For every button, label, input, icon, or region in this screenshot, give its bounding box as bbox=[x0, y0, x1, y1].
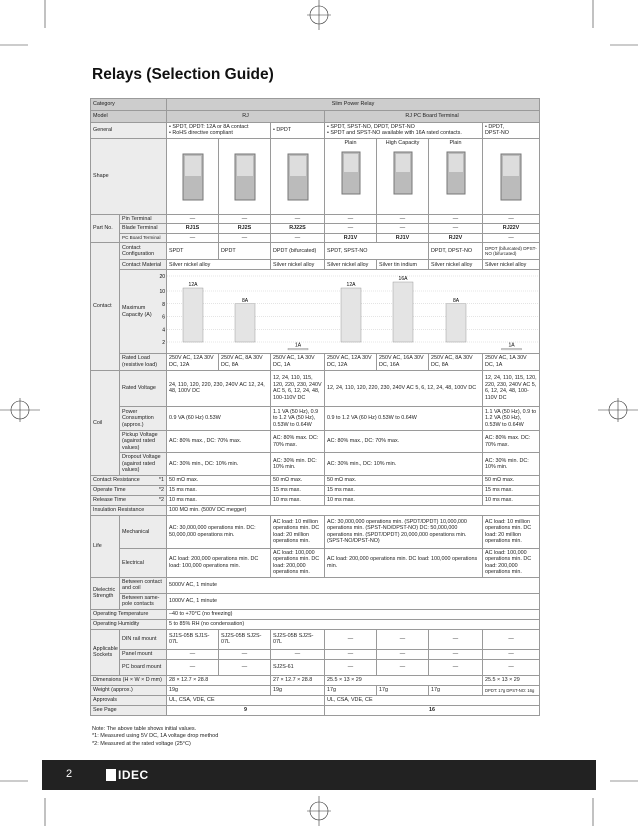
pcb-mount-value: — bbox=[483, 659, 540, 675]
general-rjpc-b bbox=[483, 123, 540, 139]
row-insulation bbox=[91, 505, 540, 515]
shape-rj1v-high bbox=[377, 138, 429, 214]
panel-label: Panel mount bbox=[120, 649, 167, 659]
blade-label: Blade Terminal bbox=[120, 224, 167, 233]
material-value: Silver tin indium bbox=[377, 260, 429, 270]
blade-value: — bbox=[325, 224, 377, 233]
relay-image-icon bbox=[278, 146, 318, 206]
operate-time-text: Operate Time bbox=[93, 487, 126, 494]
op-temp-value: –40 to +70°C (no freezing) bbox=[167, 609, 540, 619]
dropout-label: Dropout Voltage (against rated values) bbox=[120, 453, 167, 475]
approvals-value: UL, CSA, VDE, CE bbox=[167, 695, 325, 705]
pcb-value: — bbox=[219, 233, 271, 242]
category-value: Slim Power Relay bbox=[167, 99, 540, 111]
release-time-value: 10 ms max. bbox=[167, 495, 271, 505]
contact-resistance-text: Contact Resistance bbox=[93, 477, 140, 484]
shape-rj1s bbox=[167, 138, 219, 214]
category-label: Category bbox=[91, 99, 167, 111]
pickup-value: AC: 80% max. DC: 70% max. bbox=[483, 430, 540, 452]
y-tick-label: 10 bbox=[159, 289, 165, 296]
rated-voltage-value: 24, 110, 120, 220, 230, 240V AC 12, 24, 48, 100V DC bbox=[167, 370, 271, 406]
pin-value: — bbox=[377, 214, 429, 223]
contact-resistance-value: 50 mΩ max. bbox=[271, 475, 325, 485]
config-value: SPDT, SPST-NO bbox=[325, 243, 429, 260]
release-time-value: 10 ms max. bbox=[483, 495, 540, 505]
din-value: — bbox=[325, 629, 377, 649]
release-time-value: 10 ms max. bbox=[271, 495, 325, 505]
dimensions-label: Dimensions (H × W × D mm) bbox=[91, 675, 167, 685]
weight-value: 19g bbox=[167, 685, 271, 695]
row-approvals bbox=[91, 695, 540, 705]
shape-rj22v bbox=[483, 138, 540, 214]
corner-mark-tr bbox=[593, 0, 638, 45]
row-contact-config bbox=[91, 243, 540, 260]
pin-value: — bbox=[325, 214, 377, 223]
contact-label: Contact bbox=[91, 243, 120, 370]
approvals-label: Approvals bbox=[91, 695, 167, 705]
panel-value: — bbox=[377, 649, 429, 659]
model-rjpc: RJ PC Board Terminal bbox=[325, 111, 540, 123]
pcb-mount-value: — bbox=[325, 659, 377, 675]
mech-value: AC: 30,000,000 operations min. DC: 50,000,000 operations min. bbox=[167, 515, 271, 548]
panel-value: — bbox=[483, 649, 540, 659]
crop-mark-top bbox=[295, 0, 343, 30]
pcb-mount-value: — bbox=[429, 659, 483, 675]
rated-load-value: 250V AC, 8A 30V DC, 8A bbox=[429, 353, 483, 370]
corner-mark-br bbox=[593, 781, 638, 826]
y-tick-label: 8 bbox=[162, 302, 165, 309]
relay-image-icon bbox=[173, 146, 213, 206]
row-life-mech bbox=[91, 515, 540, 548]
coil-label: Coil bbox=[91, 370, 120, 475]
row-operate-time bbox=[91, 485, 540, 495]
row-category bbox=[91, 99, 540, 111]
operate-time-value: 15 ms max. bbox=[167, 485, 271, 495]
contact-resistance-value: 50 mΩ max. bbox=[483, 475, 540, 485]
shape-sub-plain: Plain bbox=[344, 139, 357, 146]
row-blade-terminal bbox=[91, 224, 540, 233]
dielectric-r2-label: Between same-pole contacts bbox=[120, 593, 167, 609]
weight-value: DPDT: 17g DPST-NO: 16g bbox=[483, 685, 540, 695]
din-value: SJ2S-05B SJ2S-07L bbox=[219, 629, 271, 649]
pcb-mount-value: — bbox=[219, 659, 271, 675]
max-capacity-chart bbox=[159, 270, 539, 350]
row-dimensions bbox=[91, 675, 540, 685]
see-page-label: See Page bbox=[91, 705, 167, 715]
insulation-label: Insulation Resistance bbox=[91, 505, 167, 515]
max-capacity-chart-cell bbox=[159, 270, 540, 353]
dielectric-r2-value: 1000V AC, 1 minute bbox=[167, 593, 540, 609]
general-rjpc-b-line2: DPST-NO bbox=[485, 130, 509, 137]
config-value: DPDT (bifurcated) DPST-NO (bifurcated) bbox=[483, 243, 540, 260]
row-dielectric-1 bbox=[91, 577, 540, 593]
rated-load-value: 250V AC, 1A 30V DC, 1A bbox=[483, 353, 540, 370]
general-label: General bbox=[91, 123, 167, 139]
pcb-label: PC Board Terminal bbox=[120, 233, 167, 242]
capacity-bar bbox=[502, 349, 522, 351]
contact-resistance-value: 50 mΩ max. bbox=[167, 475, 271, 485]
panel-value: — bbox=[167, 649, 219, 659]
weight-value: 17g bbox=[429, 685, 483, 695]
model-rj: RJ bbox=[167, 111, 325, 123]
capacity-bar bbox=[341, 288, 361, 342]
din-value: — bbox=[429, 629, 483, 649]
pickup-label: Pickup Voltage (against rated values) bbox=[120, 430, 167, 452]
note-line: *1: Measured using 5V DC, 1A voltage drop method bbox=[92, 733, 219, 740]
pcb-mount-label: PC board mount bbox=[120, 659, 167, 675]
capacity-bar bbox=[393, 282, 413, 342]
corner-mark-tl bbox=[0, 0, 45, 45]
general-rj-a-line1: • SPDT, DPDT: 12A or 8A contact bbox=[169, 124, 249, 130]
din-value: SJ2S-05B SJ2S-07L bbox=[271, 629, 325, 649]
bar-data-label: 8A bbox=[452, 298, 460, 305]
relay-image-icon bbox=[491, 146, 531, 206]
panel-value: — bbox=[429, 649, 483, 659]
pcb-mount-value: — bbox=[167, 659, 219, 675]
power-value: 0.9 VA (60 Hz) 0.53W bbox=[167, 406, 271, 430]
see-page-link[interactable]: 16 bbox=[325, 705, 540, 715]
shape-rj2v bbox=[429, 138, 483, 214]
pcb-mount-value: — bbox=[377, 659, 429, 675]
row-contact-material bbox=[91, 260, 540, 270]
elec-value: AC load: 200,000 operations min. DC load: 100,000 operations min. bbox=[167, 548, 271, 577]
bar-data-label: 16A bbox=[398, 276, 408, 283]
rated-voltage-label: Rated Voltage bbox=[120, 370, 167, 406]
weight-value: 17g bbox=[377, 685, 429, 695]
shape-rj22s bbox=[271, 138, 325, 214]
general-rj-a bbox=[167, 123, 271, 139]
crop-mark-right bbox=[598, 390, 638, 430]
pin-value: — bbox=[167, 214, 219, 223]
din-value: — bbox=[377, 629, 429, 649]
panel-value: — bbox=[219, 649, 271, 659]
pcb-value: RJ1V bbox=[325, 233, 377, 242]
y-tick-label: 6 bbox=[162, 314, 165, 321]
dimensions-value: 25.5 × 13 × 29 bbox=[325, 675, 483, 685]
power-value: 1.1 VA (50 Hz), 0.9 to 1.2 VA (50 Hz), 0.53W to 0.64W bbox=[271, 406, 325, 430]
corner-mark-bl bbox=[0, 781, 45, 826]
blade-value: RJ22S bbox=[271, 224, 325, 233]
rated-load-value: 250V AC, 12A 30V DC, 12A bbox=[325, 353, 377, 370]
relay-image-icon bbox=[333, 146, 369, 202]
blade-value: RJ1S bbox=[167, 224, 219, 233]
crop-mark-bottom bbox=[295, 796, 343, 826]
note-ref: *2 bbox=[158, 497, 164, 504]
bar-data-label: 1A bbox=[508, 342, 515, 349]
idec-logo bbox=[106, 768, 149, 782]
bar-data-label: 1A bbox=[294, 342, 302, 349]
shape-sub-high: High Capacity bbox=[385, 139, 420, 146]
config-value: SPDT bbox=[167, 243, 219, 260]
shape-label: Shape bbox=[91, 138, 167, 214]
general-rj-b: • DPDT bbox=[271, 123, 325, 139]
operate-time-label bbox=[91, 485, 167, 495]
row-life-elec bbox=[91, 548, 540, 577]
general-rjpc-b-line1: • DPDT, bbox=[485, 124, 504, 130]
row-power bbox=[91, 406, 540, 430]
material-label: Contact Material bbox=[120, 260, 167, 270]
blade-value: RJ2S bbox=[219, 224, 271, 233]
weight-value: 19g bbox=[271, 685, 325, 695]
row-rated-load bbox=[91, 353, 540, 370]
config-value: DPDT bbox=[219, 243, 271, 260]
row-max-capacity bbox=[91, 270, 540, 353]
bar-data-label: 12A bbox=[188, 282, 198, 289]
selection-guide-table bbox=[90, 98, 540, 716]
note-ref: *1 bbox=[158, 477, 164, 484]
note-ref: *2 bbox=[158, 487, 164, 494]
pcb-value: RJ2V bbox=[429, 233, 483, 242]
mech-value: AC: 30,000,000 operations min. (SPDT/DPDT) 10,000,000 operations min. (SPST-NO/DPST-NO) DC: 50,000,000 operations min. (SPDT/DPDT) 20,000,000 operations min. (SPST-NO/DPST-NO) bbox=[325, 515, 483, 548]
row-socket-panel bbox=[91, 649, 540, 659]
shape-rj2s bbox=[219, 138, 271, 214]
operate-time-value: 15 ms max. bbox=[325, 485, 483, 495]
relay-image-icon bbox=[385, 146, 421, 202]
mech-value: AC load: 10 million operations min. DC load: 20 million operations min. bbox=[483, 515, 540, 548]
op-temp-label: Operating Temperature bbox=[91, 609, 167, 619]
rated-load-value: 250V AC, 16A 30V DC, 16A bbox=[377, 353, 429, 370]
rated-voltage-value: 12, 24, 110, 115, 120, 220, 230, 240V AC 5, 6, 12, 24, 48, 100-110V DC bbox=[271, 370, 325, 406]
material-value: Silver nickel alloy bbox=[429, 260, 483, 270]
elec-label: Electrical bbox=[120, 548, 167, 577]
release-time-value: 10 ms max. bbox=[325, 495, 483, 505]
dropout-value: AC: 30% min., DC: 10% min. bbox=[325, 453, 483, 475]
mech-value: AC load: 10 million operations min. DC load: 20 million operations min. bbox=[271, 515, 325, 548]
operate-time-value: 15 ms max. bbox=[271, 485, 325, 495]
y-tick-label: 20 bbox=[159, 274, 165, 281]
page-number: 2 bbox=[66, 768, 73, 780]
elec-value: AC load: 100,000 operations min. DC load: 200,000 operations min. bbox=[483, 548, 540, 577]
rated-load-value: 250V AC, 12A 30V DC, 12A bbox=[167, 353, 219, 370]
dimensions-value: 28 × 12.7 × 28.8 bbox=[167, 675, 271, 685]
rated-load-value: 250V AC, 8A 30V DC, 8A bbox=[219, 353, 271, 370]
operate-time-value: 15 ms max. bbox=[483, 485, 540, 495]
bar-data-label: 8A bbox=[241, 298, 249, 305]
blade-value: — bbox=[429, 224, 483, 233]
row-dropout bbox=[91, 453, 540, 475]
row-release-time bbox=[91, 495, 540, 505]
config-value: DPDT (bifurcated) bbox=[271, 243, 325, 260]
dielectric-label: Dielectric Strength bbox=[91, 577, 120, 609]
din-label: DIN rail mount bbox=[120, 629, 167, 649]
config-label: Contact Configuration bbox=[120, 243, 167, 260]
rated-voltage-value: 12, 24, 110, 120, 220, 230, 240V AC 5, 6, 12, 24, 48, 100V DC bbox=[325, 370, 483, 406]
partno-label: Part No. bbox=[91, 214, 120, 242]
row-contact-resistance bbox=[91, 475, 540, 485]
op-humidity-value: 5 to 85% RH (no condensation) bbox=[167, 619, 540, 629]
config-value: DPDT, DPST-NO bbox=[429, 243, 483, 260]
power-value: 0.9 to 1.2 VA (60 Hz) 0.53W to 0.64W bbox=[325, 406, 483, 430]
model-label: Model bbox=[91, 111, 167, 123]
sockets-label: Applicable Sockets bbox=[91, 629, 120, 675]
general-rjpc-a-line1: • SPDT, SPST-NO, DPDT, DPST-NO bbox=[327, 124, 415, 130]
pcb-value: — bbox=[271, 233, 325, 242]
row-rated-voltage bbox=[91, 370, 540, 406]
y-tick-label: 2 bbox=[162, 340, 165, 347]
logo-mark-icon bbox=[106, 769, 116, 781]
elec-value: AC load: 100,000 operations min. DC load: 200,000 operations min. bbox=[271, 548, 325, 577]
pin-value: — bbox=[429, 214, 483, 223]
general-rj-a-line2: • RoHS directive compliant bbox=[169, 130, 233, 137]
op-humidity-label: Operating Humidity bbox=[91, 619, 167, 629]
pin-value: — bbox=[483, 214, 540, 223]
row-weight bbox=[91, 685, 540, 695]
pcb-value: RJ1V bbox=[377, 233, 429, 242]
dielectric-r1-label: Between contact and coil bbox=[120, 577, 167, 593]
row-op-temp bbox=[91, 609, 540, 619]
material-value: Silver nickel alloy bbox=[325, 260, 377, 270]
general-rjpc-a bbox=[325, 123, 483, 139]
dimensions-value: 25.5 × 13 × 29 bbox=[483, 675, 540, 685]
shape-rj1v-plain bbox=[325, 138, 377, 214]
capacity-bar bbox=[446, 304, 466, 342]
rated-load-label: Rated Load (resistive load) bbox=[120, 353, 167, 370]
note-line: *2: Measured at the rated voltage (25°C) bbox=[92, 740, 191, 747]
row-socket-din bbox=[91, 629, 540, 649]
contact-resistance-label bbox=[91, 475, 167, 485]
capacity-bar bbox=[235, 304, 255, 342]
dropout-value: AC: 30% min., DC: 10% min. bbox=[167, 453, 271, 475]
row-pickup bbox=[91, 430, 540, 452]
rated-voltage-value: 12, 24, 110, 115, 120, 220, 230, 240V AC 5, 6, 12, 24, 48, 100-110V DC bbox=[483, 370, 540, 406]
row-pcb-terminal bbox=[91, 233, 540, 242]
note-line: Note: The above table shows initial values. bbox=[92, 726, 197, 732]
table-notes bbox=[92, 726, 218, 748]
row-see-page bbox=[91, 705, 540, 715]
weight-label: Weight (approx.) bbox=[91, 685, 167, 695]
release-time-label bbox=[91, 495, 167, 505]
pcb-value: — bbox=[483, 233, 540, 242]
insulation-value: 100 MΩ min. (500V DC megger) bbox=[167, 505, 540, 515]
dropout-value: AC: 30% min. DC: 10% min. bbox=[483, 453, 540, 475]
blade-value: — bbox=[377, 224, 429, 233]
page-title: Relays (Selection Guide) bbox=[92, 66, 274, 83]
pin-value: — bbox=[219, 214, 271, 223]
relay-image-icon bbox=[225, 146, 265, 206]
elec-value: AC load: 200,000 operations min. DC load: 100,000 operations min. bbox=[325, 548, 483, 577]
shape-sub-plain2: Plain bbox=[449, 139, 462, 146]
panel-value: — bbox=[271, 649, 325, 659]
row-dielectric-2 bbox=[91, 593, 540, 609]
contact-resistance-value: 50 mΩ max. bbox=[325, 475, 483, 485]
crop-mark-left bbox=[0, 390, 40, 430]
general-rjpc-a-line2: • SPDT and SPST-NO available with 16A rated contacts. bbox=[327, 130, 462, 137]
logo-text: IDEC bbox=[118, 768, 149, 782]
weight-value: 17g bbox=[325, 685, 377, 695]
row-model bbox=[91, 111, 540, 123]
approvals-value: UL, CSA, VDE, CE bbox=[325, 695, 540, 705]
panel-value: — bbox=[325, 649, 377, 659]
release-time-text: Release Time bbox=[93, 497, 126, 504]
rated-load-value: 250V AC, 1A 30V DC, 1A bbox=[271, 353, 325, 370]
see-page-link[interactable]: 9 bbox=[167, 705, 325, 715]
row-pin-terminal bbox=[91, 214, 540, 223]
y-tick-label: 4 bbox=[162, 327, 165, 334]
pcb-value: — bbox=[167, 233, 219, 242]
power-label: Power Consumption (approx.) bbox=[120, 406, 167, 430]
pickup-value: AC: 80% max., DC: 70% max. bbox=[325, 430, 483, 452]
row-shape bbox=[91, 138, 540, 214]
pickup-value: AC: 80% max. DC: 70% max. bbox=[271, 430, 325, 452]
pcb-mount-value: SJ2S-61 bbox=[271, 659, 325, 675]
dielectric-r1-value: 5000V AC, 1 minute bbox=[167, 577, 540, 593]
capacity-bar bbox=[183, 288, 203, 342]
dimensions-value: 27 × 12.7 × 28.8 bbox=[271, 675, 325, 685]
life-label: Life bbox=[91, 515, 120, 577]
max-capacity-label: Maximum Capacity (A) bbox=[120, 270, 167, 353]
material-value: Silver nickel alloy bbox=[483, 260, 540, 270]
blade-value: RJ22V bbox=[483, 224, 540, 233]
power-value: 1.1 VA (50 Hz), 0.9 to 1.2 VA (50 Hz), 0.53W to 0.64W bbox=[483, 406, 540, 430]
material-value: Silver nickel alloy bbox=[167, 260, 271, 270]
pin-value: — bbox=[271, 214, 325, 223]
row-op-humidity bbox=[91, 619, 540, 629]
din-value: SJ1S-05B SJ1S-07L bbox=[167, 629, 219, 649]
bar-data-label: 12A bbox=[346, 282, 356, 289]
din-value: — bbox=[483, 629, 540, 649]
material-value: Silver nickel alloy bbox=[271, 260, 325, 270]
relay-image-icon bbox=[438, 146, 474, 202]
row-general bbox=[91, 123, 540, 139]
dropout-value: AC: 30% min. DC: 10% min. bbox=[271, 453, 325, 475]
capacity-bar bbox=[288, 349, 308, 351]
row-socket-pcb bbox=[91, 659, 540, 675]
mech-label: Mechanical bbox=[120, 515, 167, 548]
pin-label: Pin Terminal bbox=[120, 214, 167, 223]
pickup-value: AC: 80% max., DC: 70% max. bbox=[167, 430, 271, 452]
